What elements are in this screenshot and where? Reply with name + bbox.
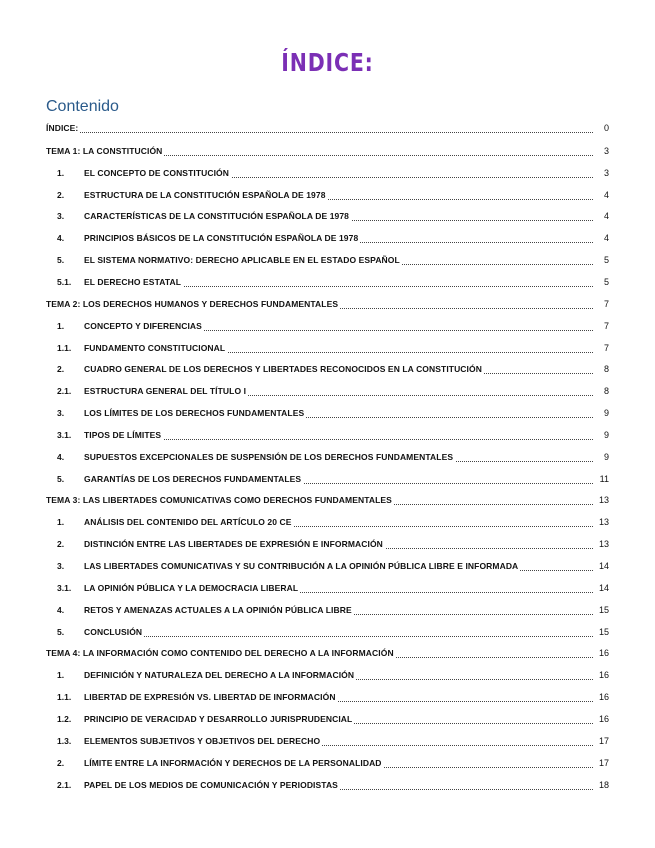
toc-entry-number: 2.1. — [57, 779, 72, 790]
toc-entry-page: 9 — [593, 405, 609, 421]
toc-entry-title[interactable]: PRINCIPIO DE VERACIDAD Y DESARROLLO JURISPRUDENCIAL — [84, 711, 354, 727]
toc-entry-page: 5 — [593, 274, 609, 290]
toc-entry[interactable] — [0, 427, 655, 443]
toc-entry-page: 0 — [593, 120, 609, 136]
toc-entry-number: 2. — [57, 539, 65, 550]
toc-entry[interactable] — [0, 187, 655, 203]
toc-entry-page: 13 — [593, 514, 609, 530]
toc-entry[interactable] — [0, 274, 655, 290]
toc-entry-title[interactable]: ESTRUCTURA GENERAL DEL TÍTULO I — [84, 383, 248, 399]
toc-entry-page: 11 — [593, 471, 609, 487]
toc-entry-number: 4. — [57, 233, 65, 244]
toc-entry[interactable] — [0, 165, 655, 181]
toc-entry[interactable] — [0, 143, 655, 159]
toc-entry-page: 15 — [593, 602, 609, 618]
toc-entry-number: 5. — [57, 473, 65, 484]
toc-entry-page: 9 — [593, 449, 609, 465]
toc-entry[interactable] — [0, 492, 655, 508]
toc-entry[interactable] — [0, 558, 655, 574]
toc-entry-number: 1.1. — [57, 692, 72, 703]
toc-entry[interactable] — [0, 514, 655, 530]
toc-entry-page: 4 — [593, 187, 609, 203]
toc-entry-page: 14 — [593, 558, 609, 574]
toc-entry[interactable] — [0, 755, 655, 771]
toc-entry-title[interactable]: ESTRUCTURA DE LA CONSTITUCIÓN ESPAÑOLA DE 1978 — [84, 187, 328, 203]
toc-entry-page: 18 — [593, 777, 609, 793]
toc-entry-page: 16 — [593, 711, 609, 727]
toc-entry-page: 17 — [593, 755, 609, 771]
toc-entry[interactable] — [0, 120, 655, 136]
toc-entry[interactable] — [0, 340, 655, 356]
toc-entry[interactable] — [0, 580, 655, 596]
toc-entry-title[interactable]: LA OPINIÓN PÚBLICA Y LA DEMOCRACIA LIBERAL — [84, 580, 300, 596]
toc-entry[interactable] — [0, 733, 655, 749]
toc-entry[interactable] — [0, 318, 655, 334]
toc-entry-number: 1.1. — [57, 342, 72, 353]
toc-entry-page: 13 — [593, 536, 609, 552]
toc-entry-page: 5 — [593, 252, 609, 268]
toc-entry-page: 7 — [593, 318, 609, 334]
toc-entry-page: 3 — [593, 165, 609, 181]
toc-entry-page: 16 — [593, 645, 609, 661]
toc-entry-number: 1. — [57, 167, 65, 178]
toc-entry[interactable] — [0, 449, 655, 465]
toc-entry-title[interactable]: TEMA 1: LA CONSTITUCIÓN — [46, 143, 164, 159]
toc-entry-number: 3.1. — [57, 582, 72, 593]
toc-entry[interactable] — [0, 667, 655, 683]
dot-leader — [46, 116, 597, 133]
toc-entry-title[interactable]: ÍNDICE: — [46, 120, 80, 136]
toc-entry-number: 5.1. — [57, 276, 72, 287]
toc-entry-number: 2. — [57, 364, 65, 375]
toc-entry-number: 4. — [57, 604, 65, 615]
toc-entry-number: 1. — [57, 670, 65, 681]
toc-entry-number: 3.1. — [57, 429, 72, 440]
toc-entry-title[interactable]: EL SISTEMA NORMATIVO: DERECHO APLICABLE EN EL ESTADO ESPAÑOL — [84, 252, 402, 268]
toc-entry-page: 3 — [593, 143, 609, 159]
toc-entry-title[interactable]: PRINCIPIOS BÁSICOS DE LA CONSTITUCIÓN ESPAÑOLA DE 1978 — [84, 230, 360, 246]
toc-entry-title[interactable]: TEMA 2: LOS DERECHOS HUMANOS Y DERECHOS FUNDAMENTALES — [46, 296, 340, 312]
toc-entry[interactable] — [0, 252, 655, 268]
toc-entry-title[interactable]: DEFINICIÓN Y NATURALEZA DEL DERECHO A LA INFORMACIÓN — [84, 667, 356, 683]
toc-entry-number: 4. — [57, 451, 65, 462]
toc-entry-number: 5. — [57, 626, 65, 637]
toc-entry-number: 1. — [57, 517, 65, 528]
toc-entry-number: 1.2. — [57, 713, 72, 724]
toc-entry[interactable] — [0, 471, 655, 487]
toc-entry-title[interactable]: LAS LIBERTADES COMUNICATIVAS Y SU CONTRIBUCIÓN A LA OPINIÓN PÚBLICA LIBRE E INFORMADA — [84, 558, 520, 574]
toc-entry-page: 14 — [593, 580, 609, 596]
toc-entry[interactable] — [0, 602, 655, 618]
toc-entry-page: 13 — [593, 492, 609, 508]
toc-entry-page: 4 — [593, 208, 609, 224]
toc-entry[interactable] — [0, 383, 655, 399]
toc-heading: Contenido — [46, 98, 119, 115]
toc-entry-title[interactable]: LIBERTAD DE EXPRESIÓN VS. LIBERTAD DE INFORMACIÓN — [84, 689, 338, 705]
toc-entry-page: 16 — [593, 689, 609, 705]
toc-entry-number: 3. — [57, 211, 65, 222]
toc-entry[interactable] — [0, 777, 655, 793]
toc-entry-page: 7 — [593, 296, 609, 312]
toc-entry-title[interactable]: PAPEL DE LOS MEDIOS DE COMUNICACIÓN Y PERIODISTAS — [84, 777, 340, 793]
toc-entry-number: 2.1. — [57, 386, 72, 397]
toc-entry-title[interactable]: CONCLUSIÓN — [84, 624, 144, 640]
toc-entry-title[interactable]: LÍMITE ENTRE LA INFORMACIÓN Y DERECHOS DE LA PERSONALIDAD — [84, 755, 384, 771]
toc-entry-title[interactable]: EL CONCEPTO DE CONSTITUCIÓN — [84, 165, 231, 181]
toc-entry[interactable] — [0, 689, 655, 705]
toc-entry-title[interactable]: GARANTÍAS DE LOS DERECHOS FUNDAMENTALES — [84, 471, 303, 487]
toc-entry-title[interactable]: SUPUESTOS EXCEPCIONALES DE SUSPENSIÓN DE LOS DERECHOS FUNDAMENTALES — [84, 449, 455, 465]
toc-entry[interactable] — [0, 296, 655, 312]
toc-entry-page: 8 — [593, 361, 609, 377]
toc-entry-title[interactable]: LOS LÍMITES DE LOS DERECHOS FUNDAMENTALES — [84, 405, 306, 421]
toc-entry-title[interactable]: CARACTERÍSTICAS DE LA CONSTITUCIÓN ESPAÑOLA DE 1978 — [84, 208, 351, 224]
dot-leader — [84, 620, 597, 637]
toc-entry[interactable] — [0, 405, 655, 421]
toc-entry-number: 1. — [57, 320, 65, 331]
toc-entry-page: 17 — [593, 733, 609, 749]
toc-entry[interactable] — [0, 711, 655, 727]
toc-entry-title[interactable]: RETOS Y AMENAZAS ACTUALES A LA OPINIÓN PÚBLICA LIBRE — [84, 602, 354, 618]
toc-entry-page: 4 — [593, 230, 609, 246]
toc-entry-page: 15 — [593, 624, 609, 640]
toc-entry[interactable] — [0, 536, 655, 552]
toc-entry[interactable] — [0, 624, 655, 640]
toc-entry-title[interactable]: FUNDAMENTO CONSTITUCIONAL — [84, 340, 227, 356]
toc-entry-number: 3. — [57, 561, 65, 571]
toc-entry-number: 1.3. — [57, 735, 72, 746]
toc-entry[interactable] — [0, 208, 655, 224]
toc-entry[interactable] — [0, 230, 655, 246]
toc-entry-page: 9 — [593, 427, 609, 443]
toc-entry-title[interactable]: CONCEPTO Y DIFERENCIAS — [84, 318, 204, 334]
toc-entry-title[interactable]: DISTINCIÓN ENTRE LAS LIBERTADES DE EXPRESIÓN E INFORMACIÓN — [84, 536, 385, 552]
toc-entry-title[interactable]: ELEMENTOS SUBJETIVOS Y OBJETIVOS DEL DERECHO — [84, 733, 322, 749]
page-title: ÍNDICE: — [281, 48, 374, 77]
toc-entry-title[interactable]: ANÁLISIS DEL CONTENIDO DEL ARTÍCULO 20 CE — [84, 514, 294, 530]
toc-entry[interactable] — [0, 645, 655, 661]
toc-entry-number: 3. — [57, 408, 65, 419]
toc-entry-page: 7 — [593, 340, 609, 356]
toc-entry-number: 2. — [57, 757, 65, 768]
toc-entry-number: 5. — [57, 255, 65, 266]
toc-entry-number: 2. — [57, 189, 65, 200]
toc-entry-title[interactable]: TEMA 4: LA INFORMACIÓN COMO CONTENIDO DEL DERECHO A LA INFORMACIÓN — [46, 645, 396, 661]
toc-entry-title[interactable]: TIPOS DE LÍMITES — [84, 427, 163, 443]
toc-entry-title[interactable]: EL DERECHO ESTATAL — [84, 274, 183, 290]
toc-entry-title[interactable]: TEMA 3: LAS LIBERTADES COMUNICATIVAS COMO DERECHOS FUNDAMENTALES — [46, 492, 394, 508]
toc-entry[interactable] — [0, 361, 655, 377]
toc-entry-page: 8 — [593, 383, 609, 399]
toc-entry-title[interactable]: CUADRO GENERAL DE LOS DERECHOS Y LIBERTADES RECONOCIDOS EN LA CONSTITUCIÓN — [84, 361, 484, 377]
toc-entry-page: 16 — [593, 667, 609, 683]
